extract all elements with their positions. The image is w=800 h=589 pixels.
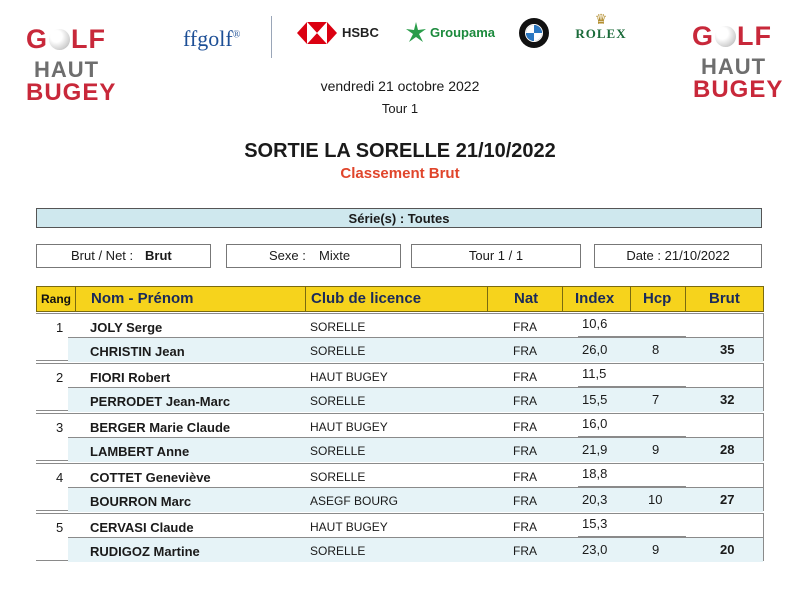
brut-net-value: Brut [145, 248, 172, 263]
date-line: vendredi 21 octobre 2022 [320, 78, 480, 94]
player-club: HAUT BUGEY [310, 420, 388, 434]
rank: 5 [56, 520, 64, 535]
player-name: COTTET Geneviève [90, 470, 211, 485]
col-index: Index [575, 290, 615, 307]
logo-bugey-text: BUGEY [26, 79, 117, 106]
page-subtitle: Classement Brut [340, 165, 460, 182]
logo-bugey-text: BUGEY [693, 76, 784, 103]
player-name: JOLY Serge [90, 320, 163, 335]
brut-net-box [36, 244, 211, 268]
brut-score: 32 [720, 392, 735, 407]
brut-score: 35 [720, 342, 735, 357]
player-club: HAUT BUGEY [310, 370, 388, 384]
player-nat: FRA [513, 344, 537, 358]
player-club: HAUT BUGEY [310, 520, 388, 534]
result-group-5 [36, 513, 764, 561]
player-name: RUDIGOZ Martine [90, 544, 200, 559]
rank: 3 [56, 420, 64, 435]
crown-icon: ♛ [594, 11, 608, 27]
col-nat: Nat [514, 290, 539, 307]
player-name: BOURRON Marc [90, 494, 192, 509]
player-index: 15,5 [582, 392, 608, 407]
bmw-logo-icon [519, 18, 549, 48]
hcp-value: 8 [652, 342, 660, 357]
result-group-1 [36, 313, 764, 361]
date-box [594, 244, 762, 268]
tour-value: Tour 1 / 1 [468, 248, 524, 263]
logo-divider [271, 16, 272, 58]
logo-haut-text: HAUT [701, 54, 767, 79]
player-nat: FRA [513, 544, 537, 558]
player-name: CHRISTIN Jean [90, 344, 185, 359]
player-club: SORELLE [310, 544, 366, 558]
result-group-3 [36, 413, 764, 461]
player-name: PERRODET Jean-Marc [90, 394, 231, 409]
player-index: 11,5 [582, 366, 607, 381]
golf-ball-icon [49, 29, 70, 50]
player-name: BERGER Marie Claude [90, 420, 231, 435]
golf-haut-bugey-logo-right [692, 21, 792, 111]
player-club: SORELLE [310, 344, 366, 358]
player-name: FIORI Robert [90, 370, 171, 385]
rolex-logo [573, 12, 629, 42]
rank: 2 [56, 370, 64, 385]
player-nat: FRA [513, 394, 537, 408]
player-club: ASEGF BOURG [310, 494, 399, 508]
rolex-text: ROLEX [575, 26, 627, 41]
sexe-value: Mixte [319, 248, 351, 263]
player-nat: FRA [513, 470, 537, 484]
brut-score: 27 [720, 492, 735, 507]
hsbc-text: HSBC [342, 25, 379, 40]
tour-box [411, 244, 581, 268]
tour-line: Tour 1 [381, 101, 419, 116]
hcp-value: 7 [652, 392, 660, 407]
series-bar: Série(s) : Toutes [36, 208, 762, 228]
player-nat: FRA [513, 420, 537, 434]
player-index: 26,0 [582, 342, 608, 357]
page-title: SORTIE LA SORELLE 21/10/2022 [244, 140, 556, 162]
hcp-value: 9 [652, 442, 660, 457]
player-name: LAMBERT Anne [90, 444, 190, 459]
sexe-box [226, 244, 401, 268]
brut-score: 20 [720, 542, 735, 557]
logo-golf-text: G LF [26, 24, 107, 54]
groupama-text: Groupama [430, 25, 496, 40]
player-name: CERVASI Claude [90, 520, 194, 535]
col-brut: Brut [709, 290, 740, 307]
player-nat: FRA [513, 320, 537, 334]
player-index: 21,9 [582, 442, 608, 457]
result-group-4 [36, 463, 764, 511]
rank: 4 [56, 470, 64, 485]
player-index: 16,0 [582, 416, 608, 431]
player-nat: FRA [513, 494, 537, 508]
logo-golf-text: G LF [692, 21, 773, 51]
hsbc-hexagon-icon [297, 22, 337, 44]
player-nat: FRA [513, 444, 537, 458]
player-index: 18,8 [582, 466, 608, 481]
player-index: 10,6 [582, 316, 608, 331]
brut-net-label: Brut / Net : [71, 248, 134, 263]
player-nat: FRA [513, 370, 537, 384]
player-index: 15,3 [582, 516, 608, 531]
col-hcp: Hcp [643, 290, 672, 307]
player-club: SORELLE [310, 470, 366, 484]
hcp-value: 10 [648, 492, 663, 507]
player-index: 23,0 [582, 542, 608, 557]
player-club: SORELLE [310, 320, 366, 334]
table-header [36, 286, 764, 312]
ffgolf-logo: ffgolf® [183, 26, 241, 51]
sexe-label: Sexe : [269, 248, 306, 263]
col-rang: Rang [41, 292, 71, 306]
player-club: SORELLE [310, 444, 366, 458]
player-club: SORELLE [310, 394, 366, 408]
rank: 1 [56, 320, 64, 335]
logo-haut-text: HAUT [34, 57, 100, 82]
col-club: Club de licence [311, 290, 422, 307]
brut-score: 28 [720, 442, 735, 457]
date-value: Date : 21/10/2022 [626, 248, 730, 263]
player-nat: FRA [513, 520, 537, 534]
player-index: 20,3 [582, 492, 608, 507]
col-nom: Nom - Prénom [91, 290, 194, 307]
golf-ball-icon [715, 26, 736, 47]
groupama-leaf-icon [404, 20, 428, 46]
result-group-2 [36, 363, 764, 411]
hcp-value: 9 [652, 542, 660, 557]
